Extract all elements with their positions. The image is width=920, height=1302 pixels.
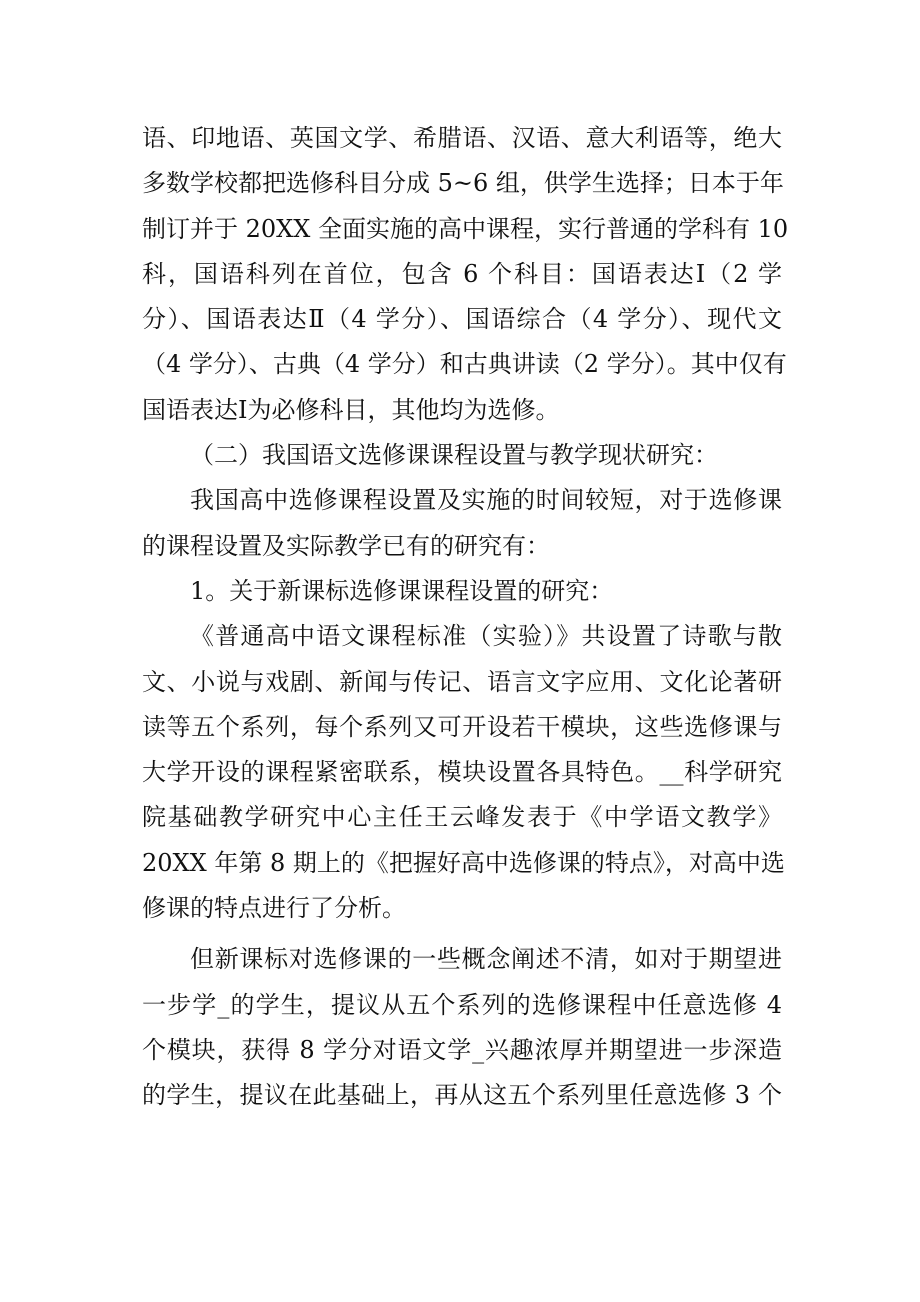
- text-line: 读等五个系列，每个系列又可开设若干模块，这些选修课与: [142, 712, 782, 741]
- text-line: 语、印地语、英国文学、希腊语、汉语、意大利语等，绝大: [142, 124, 782, 152]
- text-line: 《普通高中语文课程标准（实验）》共设置了诗歌与散: [190, 622, 782, 651]
- text-line: 20XX 年第 8 期上的《把握好高中选修课的特点》，对高中选: [142, 848, 785, 877]
- text-line: 分）、国语表达Ⅱ（4 学分）、国语综合（4 学分）、现代文: [142, 305, 782, 334]
- text-line: 的学生，提议在此基础上，再从这五个系列里任意选修 3 个: [142, 1081, 782, 1110]
- text-line: 修课的特点进行了分析。: [142, 894, 406, 923]
- text-line: 多数学校都把选修科目分成 5~6 组，供学生选择；日本于年: [142, 169, 784, 198]
- text-line: 大学开设的课程紧密联系，模块设置各具特色。__科学研究: [142, 758, 782, 787]
- text-line: 个模块，获得 8 学分对语文学_兴趣浓厚并期望进一步深造: [142, 1035, 782, 1064]
- text-line: 文、小说与戏剧、新闻与传记、语言文字应用、文化论著研: [142, 667, 782, 696]
- text-line: 院基础教学研究中心主任王云峰发表于《中学语文教学》: [142, 803, 782, 832]
- text-line: 制订并于 20XX 全面实施的高中课程，实行普通的学科有 10: [142, 214, 789, 243]
- section-heading: （二）我国语文选修课课程设置与教学现状研究：: [190, 441, 718, 470]
- text-line: 一步学_的学生，提议从五个系列的选修课程中任意选修 4: [142, 990, 782, 1019]
- document-body: [142, 116, 789, 1119]
- text-line: 国语表达Ⅰ为必修科目，其他均为选修。: [142, 395, 560, 424]
- text-line: 科，国语科列在首位，包含 6 个科目：国语表达Ⅰ（2 学: [142, 259, 782, 288]
- text-line: 我国高中选修课程设置及实施的时间较短，对于选修课: [190, 486, 782, 515]
- subsection-heading: 1。关于新课标选修课课程设置的研究：: [190, 576, 614, 605]
- text-line: 的课程设置及实际教学已有的研究有：: [142, 531, 550, 560]
- text-line: 但新课标对选修课的一些概念阐述不清，如对于期望进: [190, 945, 782, 974]
- text-line: （4 学分）、古典（4 学分）和古典讲读（2 学分）。其中仅有: [142, 350, 787, 379]
